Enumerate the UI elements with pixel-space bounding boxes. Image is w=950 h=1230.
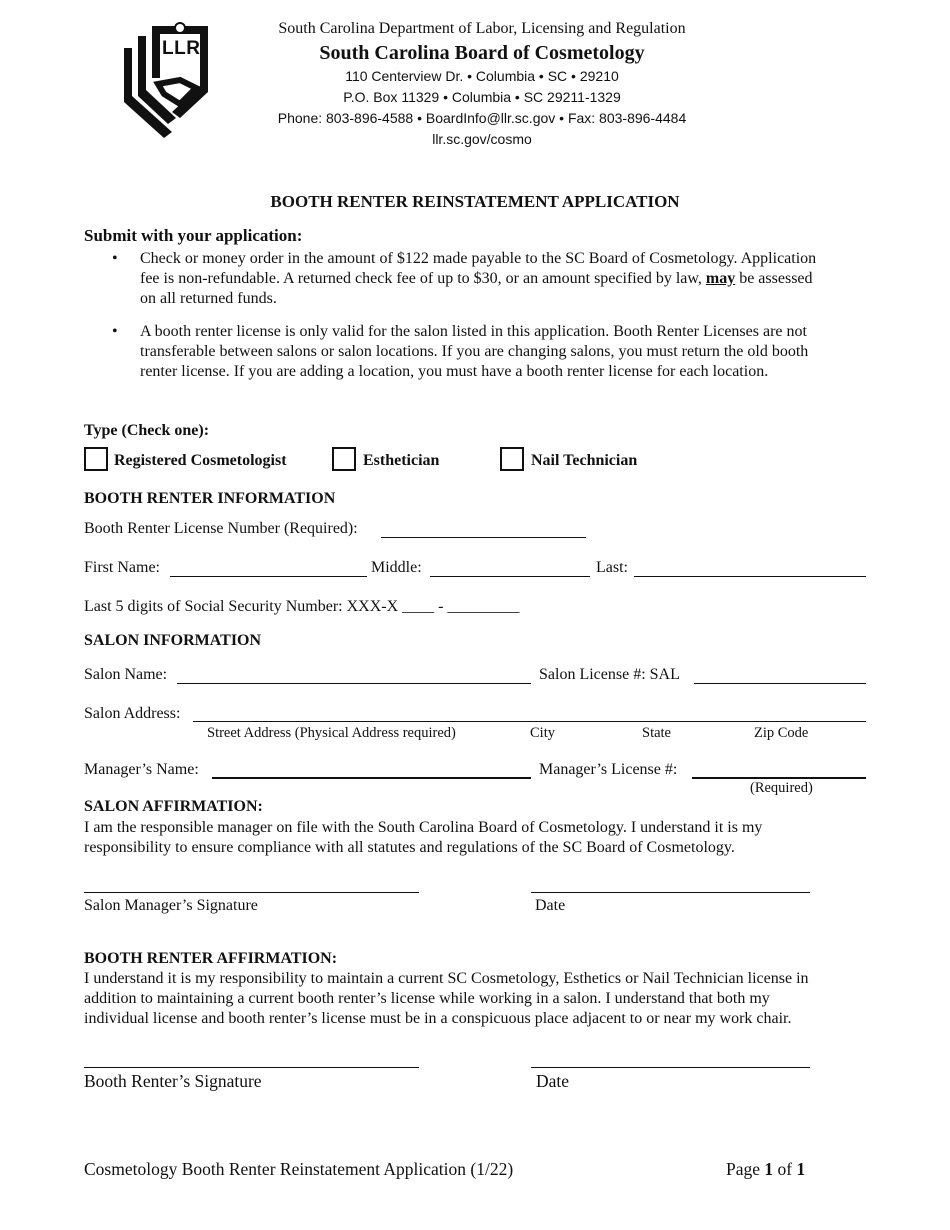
license-line-2: transferable between salons or salon locations. If you are changing salons, you must return the old booth (140, 343, 809, 360)
salon-license-label: Salon License #: SAL (539, 666, 680, 683)
booth-affirmation-line-3: individual license and booth renter’s license must be in a conspicuous place adjacent to or near my work chair. (84, 1010, 792, 1027)
salon-date-line[interactable] (531, 892, 810, 893)
may-emphasis: may (705, 270, 736, 287)
website: llr.sc.gov/cosmo (432, 131, 532, 147)
last-name-label: Last: (596, 559, 628, 576)
page-number: 1 (764, 1159, 774, 1179)
manager-name-label: Manager’s Name: (84, 761, 199, 778)
contact-info: Phone: 803-896-4588 • BoardInfo@llr.sc.gov • Fax: 803-896-4484 (277, 110, 687, 126)
street-caption: Street Address (Physical Address required) (207, 725, 456, 741)
logo-text: LLR (162, 38, 201, 59)
salon-affirmation-text (84, 818, 884, 858)
llr-logo (118, 22, 222, 140)
booth-affirmation-line-2: addition to maintaining a current booth renter’s license while working in a salon. I understand that both my (84, 990, 770, 1007)
booth-renter-signature-line[interactable] (84, 1067, 419, 1068)
nail-technician-checkbox[interactable] (500, 447, 524, 471)
form-title: BOOTH RENTER REINSTATEMENT APPLICATION (270, 192, 680, 211)
fee-line-2-end: be assessed (739, 270, 813, 287)
fee-line-2 (140, 269, 880, 289)
page-word: Page (726, 1159, 761, 1179)
type-heading: Type (Check one): (84, 422, 210, 439)
cosmetologist-checkbox[interactable] (84, 447, 108, 471)
salon-affirmation-line-1: I am the responsible manager on file with the South Carolina Board of Cosmetology. I understand it is my (84, 819, 763, 836)
booth-renter-signature-label: Booth Renter’s Signature (84, 1071, 262, 1091)
fee-line-3: on all returned funds. (140, 290, 277, 307)
booth-license-field[interactable] (381, 537, 586, 538)
of-word: of (777, 1159, 793, 1179)
last-name-field[interactable] (634, 576, 866, 577)
bullet-dot: • (112, 323, 118, 340)
booth-info-heading: BOOTH RENTER INFORMATION (84, 490, 336, 507)
nail-technician-label: Nail Technician (531, 452, 638, 469)
salon-manager-signature-line[interactable] (84, 892, 419, 893)
salon-info-heading: SALON INFORMATION (84, 632, 262, 649)
booth-affirmation-heading: BOOTH RENTER AFFIRMATION: (84, 950, 338, 967)
salon-date-label: Date (535, 897, 566, 914)
submit-heading: Submit with your application: (84, 226, 303, 245)
salon-address-label: Salon Address: (84, 705, 181, 722)
manager-name-field[interactable] (212, 777, 531, 779)
required-caption: (Required) (750, 780, 813, 796)
salon-name-field[interactable] (177, 683, 531, 684)
booth-affirmation-line-1: I understand it is my responsibility to maintain a current SC Cosmetology, Esthetics or Nail Technician license in (84, 970, 809, 987)
page-total: 1 (796, 1159, 806, 1179)
cosmetologist-label: Registered Cosmetologist (114, 452, 287, 469)
po-box: P.O. Box 11329 • Columbia • SC 29211-1329 (343, 89, 621, 105)
manager-license-field[interactable] (692, 777, 866, 779)
first-name-field[interactable] (170, 576, 367, 577)
letterhead (232, 18, 732, 150)
license-line-1: A booth renter license is only valid for the salon listed in this application. Booth Renter Licenses are not (140, 323, 807, 340)
esthetician-checkbox[interactable] (332, 447, 356, 471)
salon-name-label: Salon Name: (84, 666, 168, 683)
booth-date-label: Date (536, 1071, 570, 1091)
first-name-label: First Name: (84, 559, 160, 576)
fee-line-1: Check or money order in the amount of $122 made payable to the SC Board of Cosmetology. Application (140, 250, 817, 267)
dept-name: South Carolina Department of Labor, Licensing and Regulation (278, 20, 686, 37)
fee-bullet (140, 249, 880, 309)
fee-line-2-text: fee is non-refundable. A returned check fee of up to $30, or an amount specified by law, (140, 270, 702, 287)
booth-license-label: Booth Renter License Number (Required): (84, 520, 358, 537)
salon-manager-signature-label: Salon Manager’s Signature (84, 897, 258, 914)
middle-name-label: Middle: (371, 559, 422, 576)
manager-license-label: Manager’s License #: (539, 761, 678, 778)
state-caption: State (642, 725, 671, 741)
salon-license-field[interactable] (694, 683, 866, 684)
street-address: 110 Centerview Dr. • Columbia • SC • 29210 (345, 68, 619, 84)
salon-affirmation-heading: SALON AFFIRMATION: (84, 798, 263, 815)
ssn-label[interactable]: Last 5 digits of Social Security Number: XXX-X ____ - _________ (84, 598, 520, 615)
page-indicator (726, 1159, 805, 1180)
board-name: South Carolina Board of Cosmetology (319, 42, 645, 64)
license-line-3: renter license. If you are adding a location, you must have a booth renter license for each location. (140, 363, 769, 380)
middle-name-field[interactable] (430, 576, 590, 577)
salon-affirmation-line-2: responsibility to ensure compliance with all statutes and regulations of the SC Board of Cosmetology. (84, 839, 735, 856)
salon-address-field[interactable] (193, 721, 866, 722)
bullet-dot: • (112, 250, 118, 267)
esthetician-label: Esthetician (363, 452, 440, 469)
booth-date-line[interactable] (531, 1067, 810, 1068)
booth-affirmation-text (84, 969, 884, 1029)
footer-form-id: Cosmetology Booth Renter Reinstatement Application (1/22) (84, 1159, 514, 1179)
zip-caption: Zip Code (754, 725, 809, 741)
city-caption: City (530, 725, 555, 741)
license-bullet (140, 322, 880, 382)
